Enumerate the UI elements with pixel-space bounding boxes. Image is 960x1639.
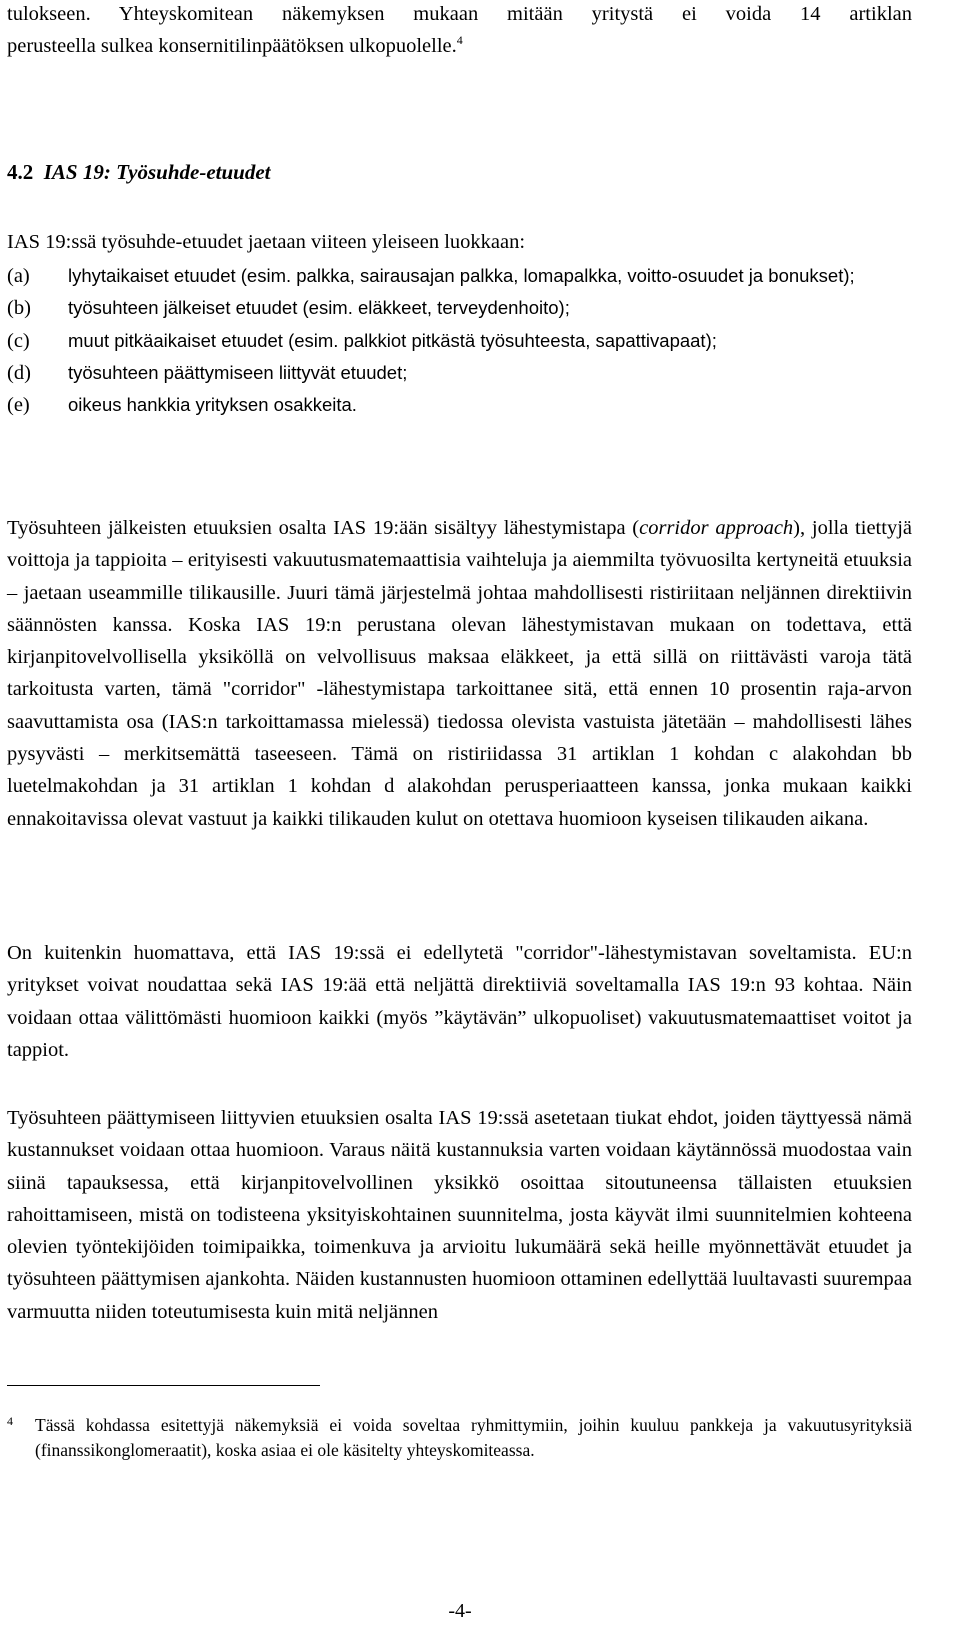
- list-item-label: (a): [7, 265, 30, 287]
- list-item: [7, 260, 912, 292]
- list-item: [7, 357, 912, 389]
- footnote: [7, 1413, 912, 1463]
- intro-line-2: [7, 30, 912, 62]
- list-item-label: (c): [7, 329, 30, 352]
- list-item: [7, 325, 912, 357]
- list-item-text: lyhytaikaiset etuudet (esim. palkka, sairausajan palkka, lomapalkka, voitto-osuudet ja bonukset);: [68, 265, 855, 286]
- footnote-separator: [7, 1385, 320, 1386]
- paragraph-corridor: [7, 512, 912, 835]
- paragraph-corridor-term: corridor approach: [639, 517, 794, 539]
- intro-line-1: tulokseen. Yhteyskomitean näkemyksen mukaan mitään yritystä ei voida 14 artiklan: [7, 3, 912, 25]
- list-intro: IAS 19:ssä työsuhde-etuudet jaetaan viiteen yleiseen luokkaan:: [7, 231, 526, 253]
- section-number: 4.2: [7, 160, 34, 184]
- list-item-text: työsuhteen jälkeiset etuudet (esim. eläkkeet, terveydenhoito);: [68, 297, 570, 319]
- intro-line-2-text: perusteella sulkea konsernitilinpäätöksen ulkopuolelle.: [7, 35, 457, 58]
- category-list: [7, 260, 912, 421]
- section-heading: [7, 160, 270, 185]
- paragraph-termination: Työsuhteen päättymiseen liittyvien etuuksien osalta IAS 19:ssä asetetaan tiukat ehdot, joiden täyttyessä nämä kustannukset voidaan ottaa huomioon. Varaus näitä kustannuksia varten voidaan käytännössä muodostaa vain siinä tapauksessa, että kirjanpitovelvollinen yksikkö osoittaa sitoutuneensa tällaisten etuuksien rahoittamiseen, mistä on todisteena yksityiskohtainen suunnitelma, josta käyvät ilmi suunnitelmien kohteena olevien työntekijöiden toimipaikka, toimenkuva ja arvioitu lukumäärä sekä heille myönnettävät etuudet ja työsuhteen päättymisen ajankohta. Näiden kustannusten huomioon ottaminen edellyttää luultavasti suurempaa varmuutta niiden toteutumisesta kuin mitä neljännen: [7, 1107, 912, 1323]
- footnote-reference[interactable]: 4: [456, 33, 463, 48]
- section-title: IAS 19: Työsuhde-etuudet: [43, 160, 271, 184]
- footnote-number: 4: [7, 1414, 13, 1428]
- list-item: [7, 292, 912, 324]
- list-item-label: (d): [7, 361, 31, 384]
- page-number: -4-: [448, 1600, 472, 1622]
- footnote-text: Tässä kohdassa esitettyjä näkemyksiä ei voida soveltaa ryhmittymiin, joihin kuuluu pankkeja ja vakuutusyrityksiä (finanssikonglomeraatit), koska asiaa ei ole käsitelty yhteyskomiteassa.: [35, 1415, 912, 1460]
- list-item-text: työsuhteen päättymiseen liittyvät etuudet;: [68, 361, 408, 383]
- list-item-text: muut pitkäaikaiset etuudet (esim. palkkiot pitkästä työsuhteesta, sapattivapaat);: [68, 329, 717, 351]
- paragraph-note: On kuitenkin huomattava, että IAS 19:ssä ei edellytetä "corridor"-lähestymistavan soveltamista. EU:n yritykset voivat noudattaa sekä IAS 19:ää että neljättä direktiiviä soveltamalla IAS 19:n 93 kohtaa. Näin voidaan ottaa välittömästi huomioon kaikki (myös ”käytävän” ulkopuoliset) vakuutusmatemaattiset voitot ja tappiot.: [7, 942, 912, 1061]
- list-item: [7, 389, 912, 421]
- list-item-label: (e): [7, 394, 30, 417]
- paragraph-corridor-lead: Työsuhteen jälkeisten etuuksien osalta IAS 19:ään sisältyy lähestymistapa (: [7, 517, 640, 539]
- intro-paragraph: [7, 0, 912, 63]
- list-item-text: oikeus hankkia yrityksen osakkeita.: [68, 394, 357, 416]
- paragraph-corridor-rest: ), jolla tiettyjä voittoja ja tappioita – erityisesti vakuutusmatemaattisia vaihteluja ja aiemmilta työvuosilta kertyneitä etuuksia – jaetaan useammille tilikausille. Juuri tämä järjestelmä johtaa mahdollisesti ristiriitaan neljännen direktiivin säännösten kanssa. Koska IAS 19:n perustana olevan lähestymistavan mukaan on todettava, että kirjanpitovelvollisella yksiköllä on velvollisuus maksaa eläkkeet, ja että sillä on riittävästi varoja tätä tarkoitusta varten, tämä "corridor" -lähestymistapa tarkoittanee sitä, että ennen 10 prosentin raja-arvon saavuttamista osa (IAS:n tarkoittamassa mielessä) tiedossa olevista vastuista jätetään – mahdollisesti lähes pysyvästi – merkitsemättä taseeseen. Tämä on ristiriidassa 31 artiklan 1 kohdan c alakohdan bb luetelmakohdan ja 31 artiklan 1 kohdan d alakohdan perusperiaatteen kanssa, jonka mukaan kaikki ennakoitavissa olevat vastuut ja kaikki tilikauden kulut on otettava huomioon kyseisen tilikauden aikana.: [7, 517, 912, 830]
- list-item-label: (b): [7, 297, 31, 320]
